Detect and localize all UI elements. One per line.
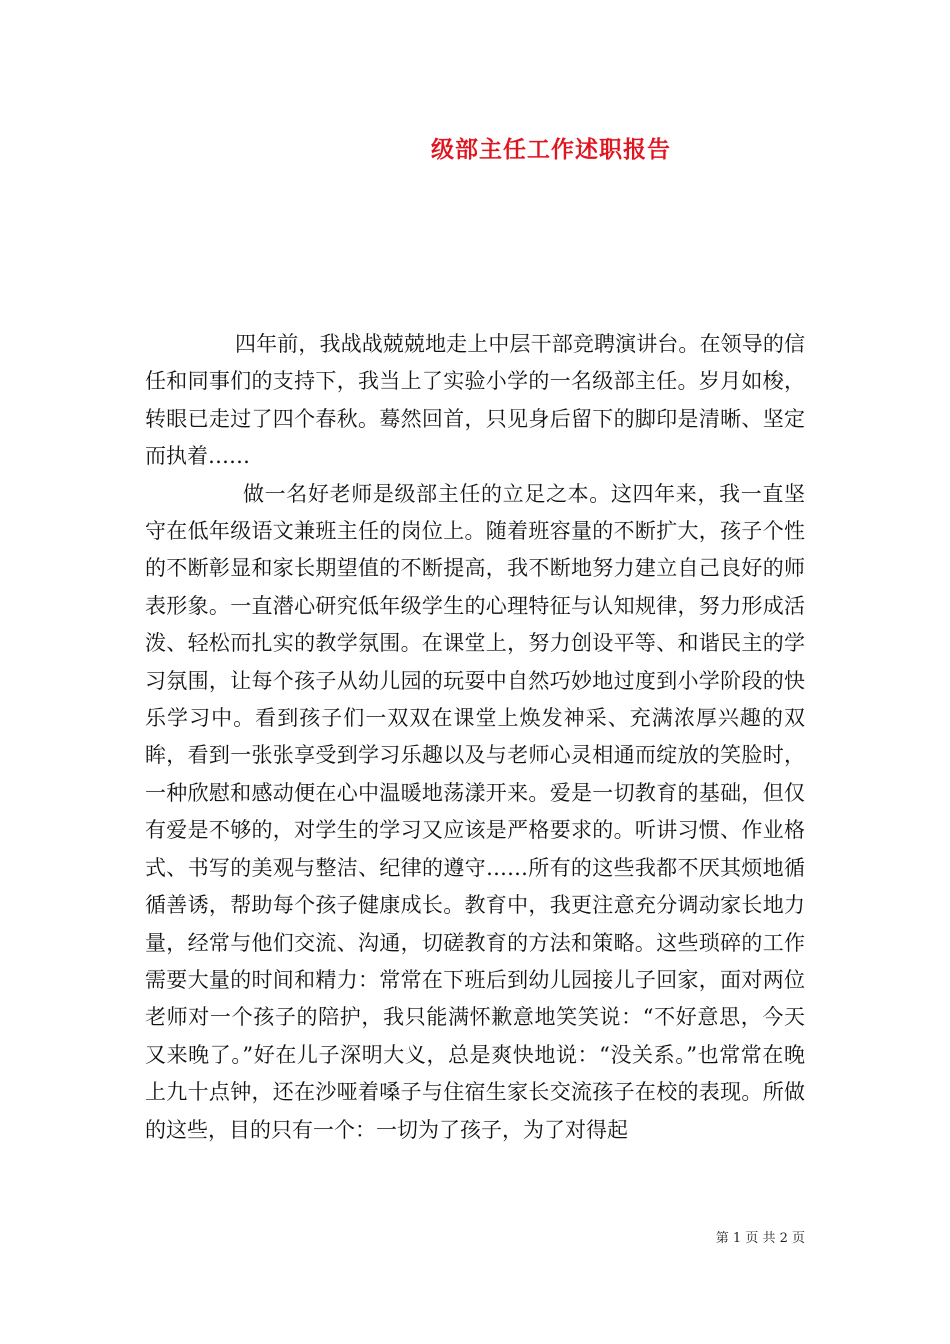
page-number-footer: 第 1 页 共 2 页 [715, 1231, 805, 1246]
paragraph-2: 做一名好老师是级部主任的立足之本。这四年来，我一直坚守在低年级语文兼班主任的岗位上。随着班容量的不断扩大，孩子个性的不断彰显和家长期望值的不断提高，我不断地努力建立自己良好的师表形象。一直潜心研究低年级学生的心理特征与认知规律，努力形成活泼、轻松而扎实的教学氛围。在课堂上，努力创设平等、和谐民主的学习氛围，让每个孩子从幼儿园的玩耍中自然巧妙地过度到小学阶段的快乐学习中。看到孩子们一双双在课堂上焕发神采、充满浓厚兴趣的双眸，看到一张张享受到学习乐趣以及与老师心灵相通而绽放的笑脸时，一种欣慰和感动便在心中温暖地荡漾开来。爱是一切教育的基础，但仅有爱是不够的，对学生的学习又应该是严格要求的。听讲习惯、作业格式、书写的美观与整洁、纪律的遵守……所有的这些我都不厌其烦地循循善诱，帮助每个孩子健康成长。教育中，我更注意充分调动家长地力量，经常与他们交流、沟通，切磋教育的方法和策略。这些琐碎的工作需要大量的时间和精力：常常在下班后到幼儿园接儿子回家，面对两位老师对一个孩子的陪护，我只能满怀歉意地笑笑说：“不好意思，今天又来晚了。”好在儿子深明大义，总是爽快地说：“没关系。”也常常在晚上九十点钟，还在沙哑着嗓子与住宿生家长交流孩子在校的表现。所做的这些，目的只有一个：一切为了孩子，为了对得起 [145, 481, 805, 1142]
document-title: 级部主任工作述职报告 [431, 136, 671, 163]
paragraph-1: 四年前，我战战兢兢地走上中层干部竞聘演讲台。在领导的信任和同事们的支持下，我当上了实验小学的一名级部主任。岁月如梭，转眼已走过了四个春秋。蓦然回首，只见身后留下的脚印是清晰、坚定而执着…… [145, 332, 805, 469]
document-body [145, 326, 805, 1149]
